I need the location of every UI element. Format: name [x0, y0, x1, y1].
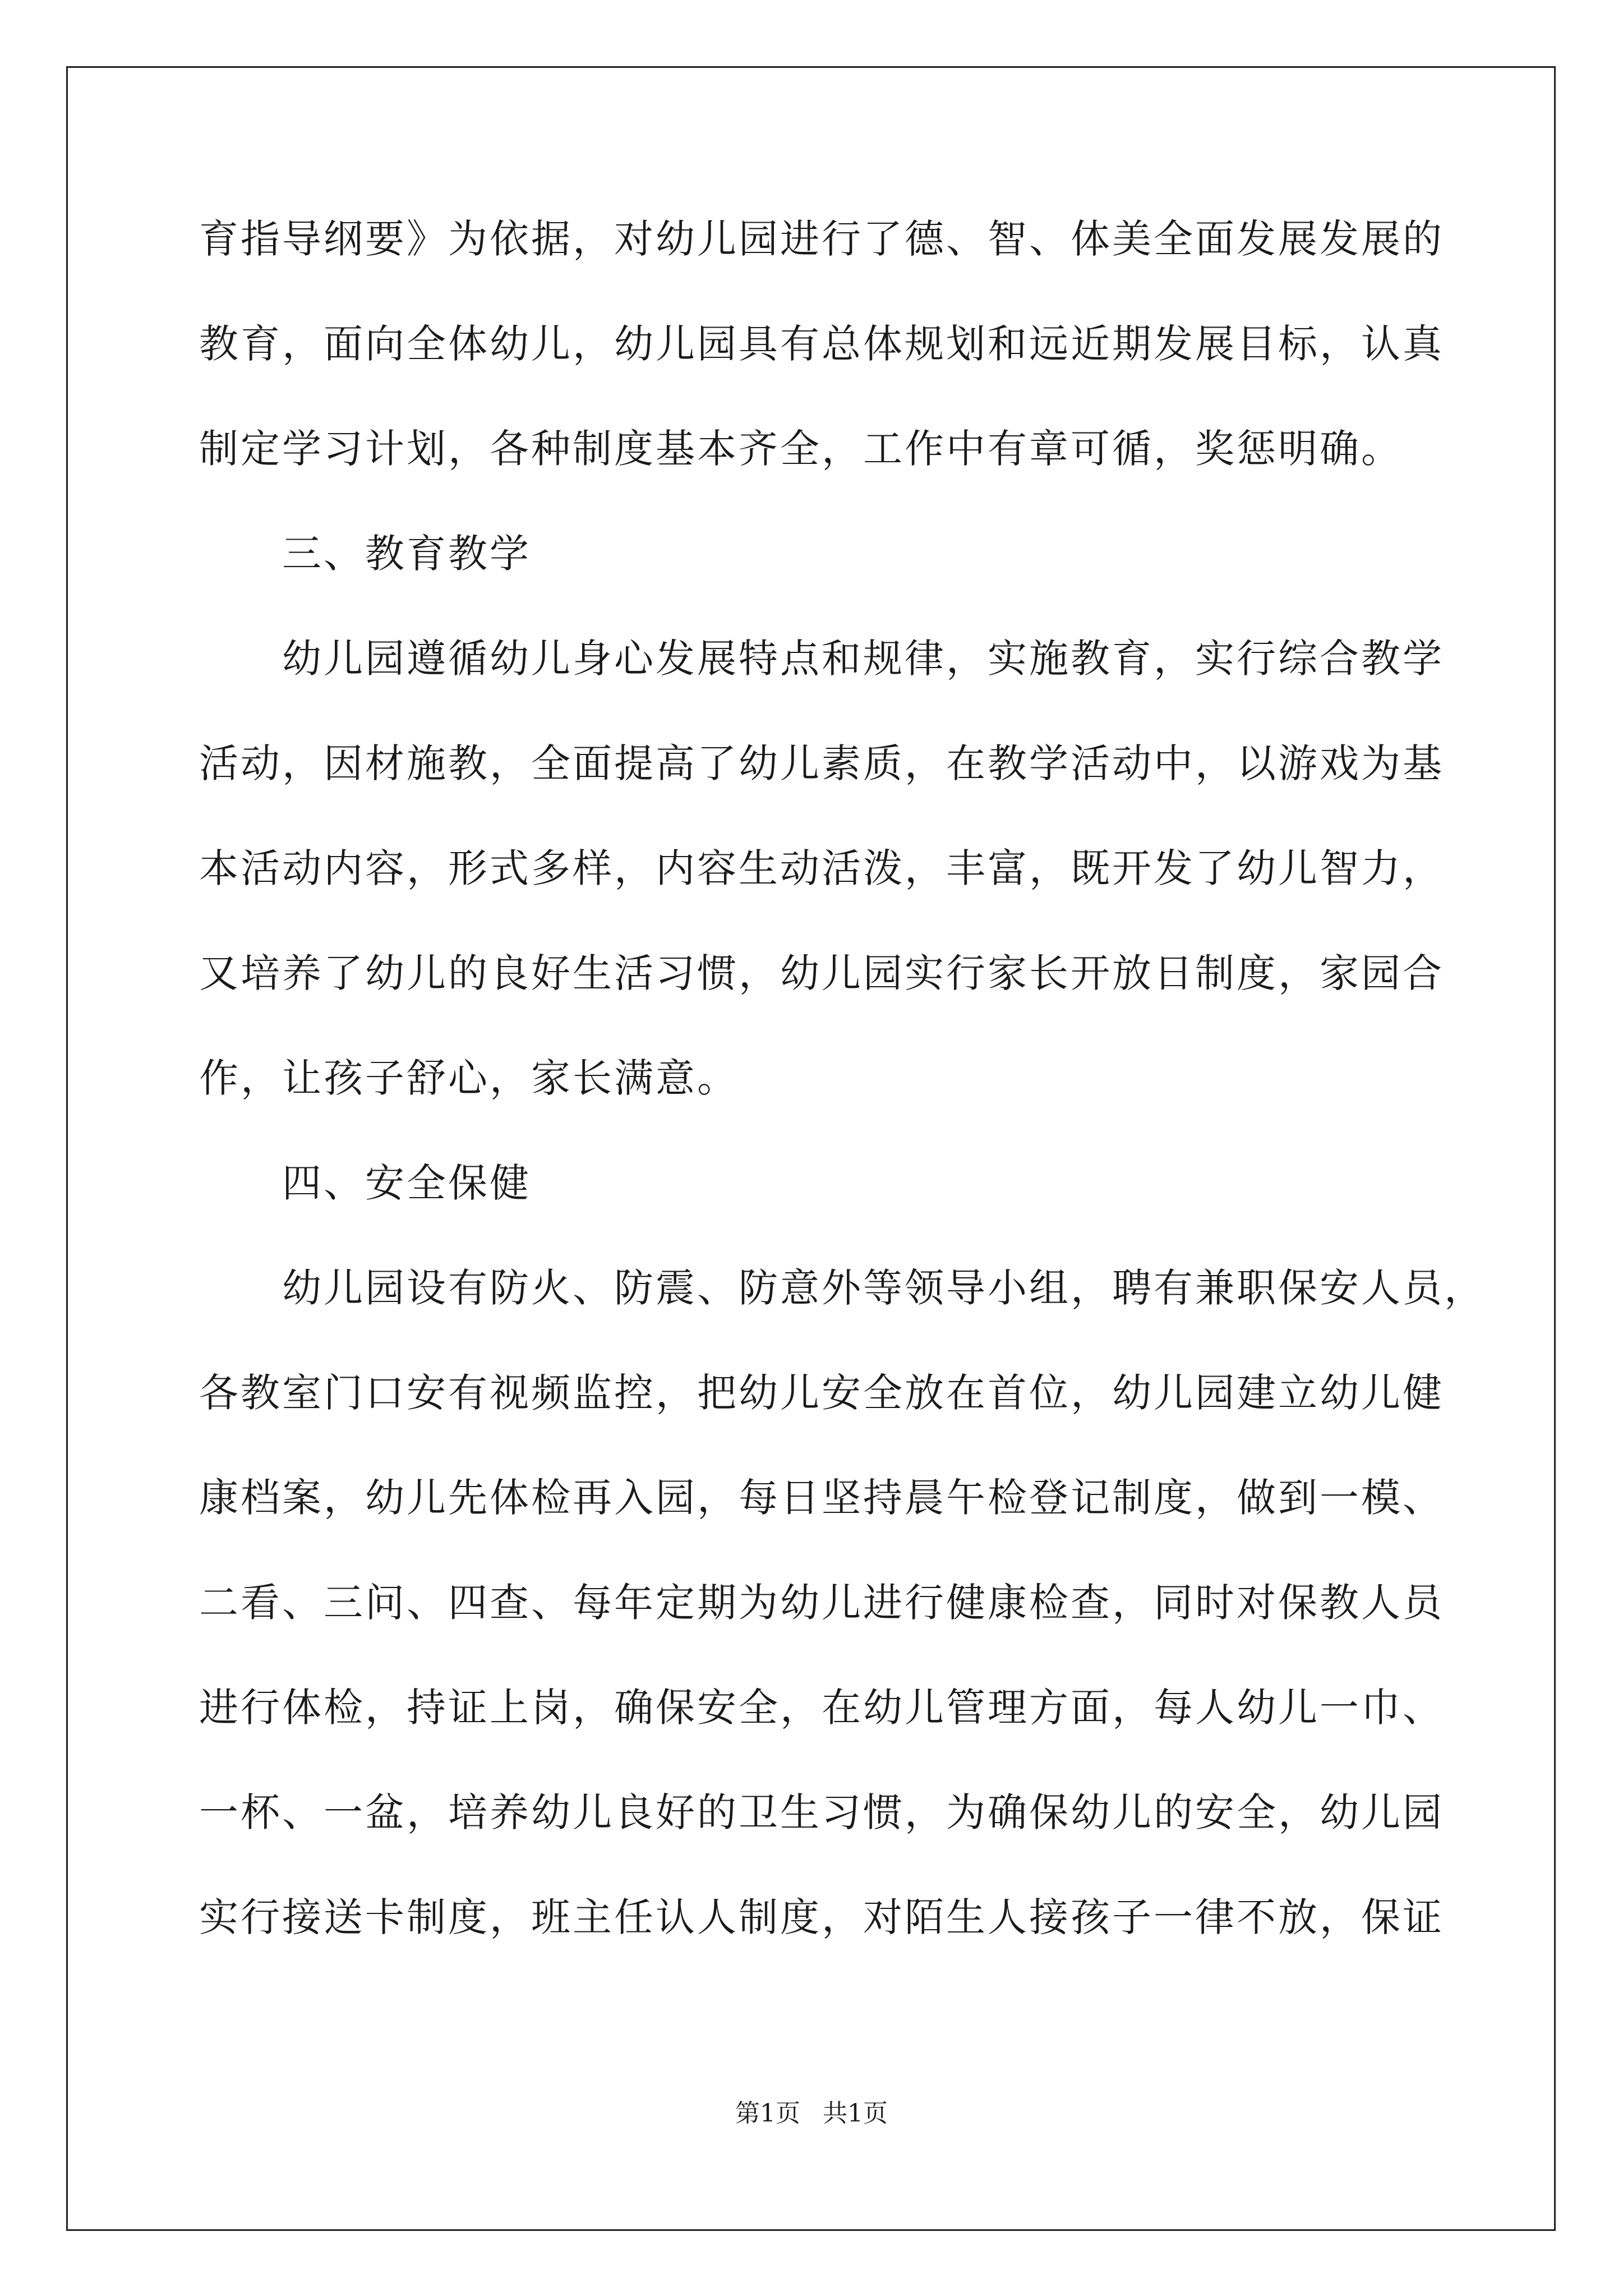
text-line: 一杯、一盆，培养幼儿良好的卫生习惯，为确保幼儿的安全，幼儿园	[199, 1789, 1444, 1835]
text-line: 二看、三问、四查、每年定期为幼儿进行健康检查，同时对保教人员	[199, 1580, 1444, 1626]
text-line: 又培养了幼儿的良好生活习惯，幼儿园实行家长开放日制度，家园合	[199, 950, 1444, 996]
text-line: 教育，面向全体幼儿，幼儿园具有总体规划和远近期发展目标，认真	[199, 321, 1444, 367]
text-line: 制定学习计划，各种制度基本齐全，工作中有章可循，奖惩明确。	[199, 426, 1403, 472]
section-heading-education: 三、教育教学	[282, 531, 531, 577]
text-line: 进行体检，持证上岗，确保安全，在幼儿管理方面，每人幼儿一巾、	[199, 1685, 1444, 1731]
text-line: 幼儿园设有防火、防震、防意外等领导小组，聘有兼职保安人员，	[282, 1265, 1486, 1311]
section-heading-safety: 四、安全保健	[282, 1160, 531, 1206]
document-body	[199, 214, 1486, 1997]
text-line: 各教室门口安有视频监控，把幼儿安全放在首位，幼儿园建立幼儿健	[199, 1370, 1444, 1416]
text-line: 本活动内容，形式多样，内容生动活泼，丰富，既开发了幼儿智力，	[199, 845, 1444, 891]
page-number: 第1页	[735, 2099, 800, 2128]
text-line: 康档案，幼儿先体检再入园，每日坚持晨午检登记制度，做到一模、	[199, 1475, 1444, 1521]
text-line: 幼儿园遵循幼儿身心发展特点和规律，实施教育，实行综合教学	[282, 636, 1444, 682]
text-line: 作，让孩子舒心，家长满意。	[199, 1055, 739, 1101]
text-line: 活动，因材施教，全面提高了幼儿素质，在教学活动中，以游戏为基	[199, 740, 1444, 786]
page-footer	[0, 2097, 1623, 2131]
page-total: 共1页	[823, 2099, 888, 2128]
text-line: 实行接送卡制度，班主任认人制度，对陌生人接孩子一律不放，保证	[199, 1894, 1444, 1940]
text-line: 育指导纲要》为依据，对幼儿园进行了德、智、体美全面发展发展的	[199, 216, 1444, 262]
